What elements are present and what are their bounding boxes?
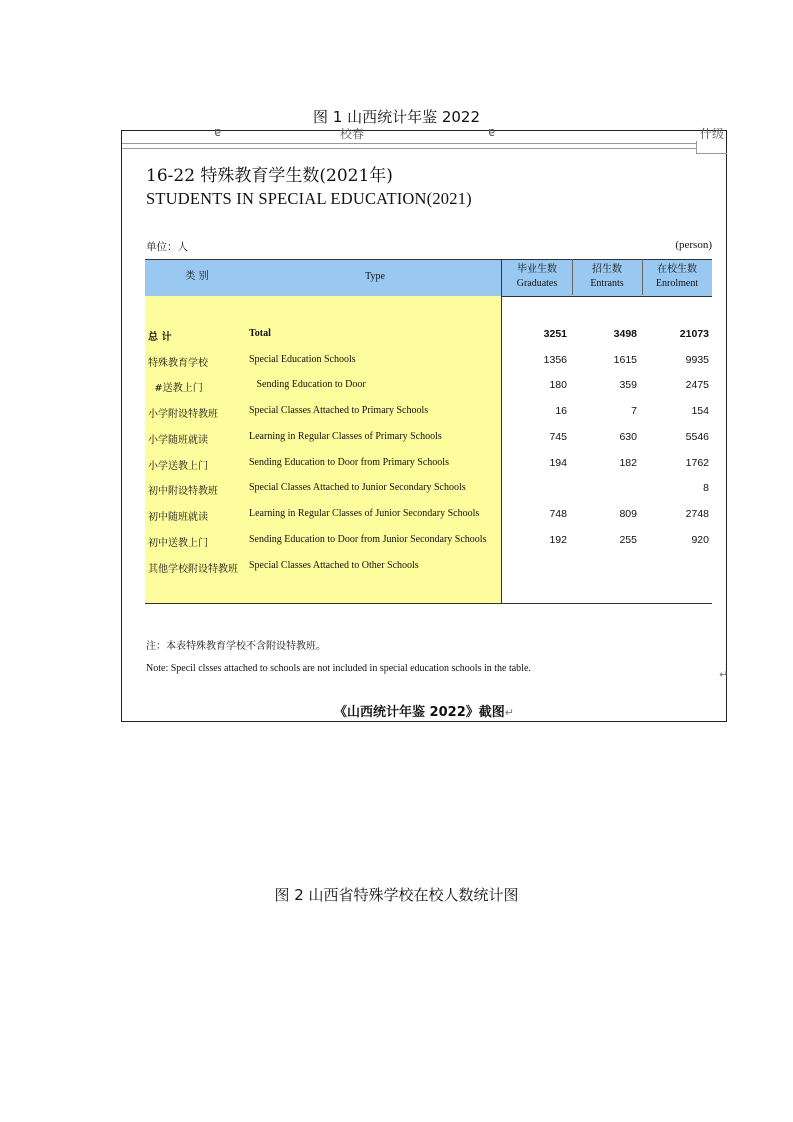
cell-graduates: 194 xyxy=(549,457,567,469)
row-type-en: Special Classes Attached to Junior Secondary Schools xyxy=(249,482,466,493)
cell-enrolment: 920 xyxy=(691,534,709,546)
cell-entrants: 255 xyxy=(619,534,637,546)
cell-entrants: 1615 xyxy=(613,354,637,366)
table-row xyxy=(145,505,712,525)
cell-entrants: 630 xyxy=(619,431,637,443)
row-category-zh: 初中送教上门 xyxy=(148,538,208,549)
cell-graduates: 16 xyxy=(555,405,567,417)
row-type-en: Sending Education to Door from Primary Schools xyxy=(249,457,449,468)
row-category-zh: 其他学校附设特教班 xyxy=(148,564,238,575)
header-category xyxy=(145,259,249,295)
row-type-en: Special Classes Attached to Primary Schools xyxy=(249,405,429,416)
row-category-zh: 总 计 xyxy=(148,332,172,343)
cell-enrolment: 154 xyxy=(691,405,709,417)
header-rule xyxy=(122,143,696,144)
table-row xyxy=(145,479,712,499)
cell-graduates: 748 xyxy=(549,508,567,520)
cell-entrants: 809 xyxy=(619,508,637,520)
cell-enrolment: 8 xyxy=(703,482,709,494)
row-category-zh: 小学送教上门 xyxy=(148,461,208,472)
table-row xyxy=(145,351,712,371)
figure-2-caption: 图 2 山西省特殊学校在校人数统计图 xyxy=(274,886,519,904)
header-graduates xyxy=(502,259,572,295)
cell-enrolment: 2475 xyxy=(685,379,709,391)
corner-box xyxy=(696,141,727,154)
header-type-en: Type xyxy=(365,271,385,282)
cell-enrolment: 2748 xyxy=(685,508,709,520)
cell-entrants: 3498 xyxy=(613,328,637,340)
header-enrolment-zh: 在校生数 xyxy=(657,264,697,275)
cropped-header-text: 校春 xyxy=(340,127,365,141)
unit-label-zh: 单位：人 xyxy=(146,241,188,253)
cell-entrants: 182 xyxy=(619,457,637,469)
row-category-zh: 初中附设特教班 xyxy=(148,486,218,497)
cell-graduates: 3251 xyxy=(543,328,567,340)
table-row xyxy=(145,325,712,345)
cropped-header-text: 什级 xyxy=(700,127,725,141)
table-row xyxy=(145,376,712,396)
cell-entrants: 359 xyxy=(619,379,637,391)
cropped-header-mark: ɐ xyxy=(488,125,496,139)
table-title: 16-22 特殊教育学生数(2021年) xyxy=(146,166,393,186)
cell-enrolment: 1762 xyxy=(685,457,709,469)
header-type xyxy=(249,259,501,295)
table-row xyxy=(145,402,712,422)
table-row xyxy=(145,454,712,474)
row-type-en: Special Education Schools xyxy=(249,354,356,365)
header-graduates-zh: 毕业生数 xyxy=(517,264,557,275)
row-type-en: Special Classes Attached to Other Schools xyxy=(249,560,419,571)
paragraph-mark: ↵ xyxy=(719,668,729,681)
row-category-zh: #送教上门 xyxy=(148,383,203,394)
row-category-zh: 小学附设特教班 xyxy=(148,409,218,420)
table-bottom-rule xyxy=(145,603,712,604)
cell-entrants: 7 xyxy=(631,405,637,417)
note-zh: 注：本表特殊教育学校不含附设特教班。 xyxy=(146,641,326,652)
unit-label-en: (person) xyxy=(675,239,712,251)
column-divider xyxy=(572,259,573,295)
screenshot-frame xyxy=(121,125,729,722)
source-caption xyxy=(122,701,726,720)
table-row xyxy=(145,428,712,448)
cell-graduates: 1356 xyxy=(543,354,567,366)
cropped-header-mark: ɐ xyxy=(214,125,222,139)
figure-1-caption: 图 1 山西统计年鉴 2022 xyxy=(312,108,481,126)
note-en: Note: Specil clsses attached to schools are not included in special education schools in the table. xyxy=(146,663,531,674)
header-rule xyxy=(122,148,696,149)
row-category-zh: 小学随班就读 xyxy=(148,435,208,446)
header-category-zh: 类 别 xyxy=(185,271,209,282)
row-type-en: Sending Education to Door xyxy=(249,379,366,390)
header-enrolment-en: Enrolment xyxy=(655,278,699,289)
cell-graduates: 192 xyxy=(549,534,567,546)
cell-enrolment: 5546 xyxy=(685,431,709,443)
header-entrants-zh: 招生数 xyxy=(592,264,622,275)
row-type-en: Learning in Regular Classes of Junior Secondary Schools xyxy=(249,508,480,519)
row-type-en: Learning in Regular Classes of Primary Schools xyxy=(249,431,442,442)
table-row xyxy=(145,557,712,577)
header-entrants xyxy=(572,259,642,295)
source-caption-text: 《山西统计年鉴 2022》截图 xyxy=(334,705,505,720)
cell-graduates: 180 xyxy=(549,379,567,391)
table-row xyxy=(145,531,712,551)
row-type-en: Sending Education to Door from Junior Secondary Schools xyxy=(249,534,487,545)
row-category-zh: 特殊教育学校 xyxy=(148,358,208,369)
table-subtitle: STUDENTS IN SPECIAL EDUCATION(2021) xyxy=(146,189,472,208)
row-type-en: Total xyxy=(249,328,271,339)
column-divider xyxy=(642,259,643,295)
statistics-table xyxy=(145,259,712,605)
cell-enrolment: 9935 xyxy=(685,354,709,366)
header-graduates-en: Graduates xyxy=(516,278,558,289)
cell-enrolment: 21073 xyxy=(679,328,709,340)
paragraph-mark: ↵ xyxy=(504,706,514,719)
cell-graduates: 745 xyxy=(549,431,567,443)
header-enrolment xyxy=(642,259,712,295)
header-entrants-en: Entrants xyxy=(590,278,624,289)
row-category-zh: 初中随班就读 xyxy=(148,512,208,523)
